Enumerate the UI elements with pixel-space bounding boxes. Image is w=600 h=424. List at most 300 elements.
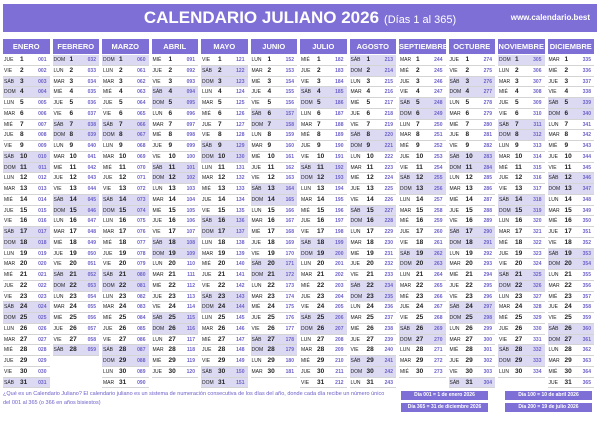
day-number: 8 — [168, 131, 173, 139]
day-row — [449, 356, 496, 367]
julian-number: 249 — [434, 110, 443, 117]
weekday-label: VIE — [53, 186, 62, 192]
weekday-label: JUE — [202, 196, 212, 203]
weekday-label: VIE — [301, 304, 310, 311]
julian-number: 072 — [137, 186, 146, 192]
day-row — [152, 335, 199, 346]
weekday-label: LUN — [152, 110, 163, 117]
weekday-label: SÁB — [350, 57, 361, 63]
day-row — [152, 313, 199, 324]
weekday-label: MIÉ — [499, 89, 508, 96]
weekday-label: LUN — [103, 67, 114, 74]
day-number: 10 — [119, 152, 127, 160]
julian-number: 144 — [236, 304, 245, 311]
day-row — [102, 249, 149, 260]
day-row — [399, 345, 446, 356]
day-row — [251, 216, 298, 227]
day-row — [102, 87, 149, 98]
day-row — [548, 163, 595, 174]
day-number: 15 — [119, 206, 127, 214]
day-number: 28 — [564, 346, 572, 354]
day-row — [498, 324, 545, 335]
julian-number: 303 — [483, 368, 492, 375]
day-row — [498, 120, 545, 131]
day-row — [548, 87, 595, 98]
day-row — [300, 345, 347, 356]
weekday-label: LUN — [301, 261, 312, 268]
weekday-label: VIE — [499, 186, 508, 192]
julian-number: 031 — [38, 379, 47, 386]
weekday-label: MAR — [350, 315, 362, 321]
julian-number: 106 — [186, 218, 195, 225]
weekday-label: SÁB — [4, 153, 15, 160]
day-number: 1 — [465, 56, 470, 63]
day-row — [3, 163, 50, 174]
julian-number: 093 — [186, 78, 195, 85]
day-row — [201, 55, 248, 66]
weekday-label: MAR — [548, 207, 560, 214]
day-row — [152, 130, 199, 141]
weekday-label: MIÉ — [548, 143, 558, 149]
day-row — [152, 87, 199, 98]
julian-number: 057 — [87, 325, 96, 332]
julian-number: 337 — [582, 78, 591, 85]
day-row — [3, 378, 50, 389]
day-row — [201, 302, 248, 313]
day-row — [3, 66, 50, 77]
weekday-label: JUE — [548, 379, 558, 386]
weekday-label: VIE — [350, 196, 359, 203]
weekday-label: DOM — [400, 110, 412, 117]
day-row — [300, 292, 347, 303]
julian-number: 365 — [582, 379, 591, 386]
weekday-label: DOM — [53, 207, 66, 214]
day-number: 6 — [465, 109, 470, 117]
day-number: 25 — [416, 314, 424, 321]
julian-number: 319 — [533, 207, 542, 214]
weekday-label: DOM — [350, 143, 363, 149]
day-number: 13 — [119, 185, 127, 192]
julian-number: 300 — [483, 336, 492, 343]
weekday-label: MAR — [103, 229, 115, 235]
julian-number: 242 — [384, 368, 393, 375]
weekday-label: DOM — [400, 336, 412, 343]
weekday-label: LUN — [350, 78, 361, 85]
day-row — [449, 163, 496, 174]
day-number: 1 — [267, 56, 272, 63]
weekday-label: VIE — [103, 110, 112, 117]
julian-number: 160 — [285, 143, 294, 149]
day-number: 22 — [416, 281, 424, 289]
day-row — [201, 152, 248, 163]
weekday-label: JUE — [350, 336, 360, 343]
julian-number: 068 — [137, 143, 146, 149]
day-row — [251, 66, 298, 77]
day-number: 30 — [119, 367, 127, 375]
day-row — [548, 206, 595, 217]
julian-number: 109 — [186, 250, 195, 257]
day-number: 25 — [267, 314, 275, 321]
month-header: AGOSTO — [350, 39, 397, 54]
day-row — [548, 173, 595, 184]
julian-number: 259 — [434, 218, 443, 225]
weekday-label: MAR — [400, 358, 412, 364]
julian-number: 257 — [434, 196, 443, 203]
weekday-label: MAR — [400, 57, 412, 63]
day-number: 25 — [119, 314, 127, 321]
julian-number: 270 — [434, 336, 443, 343]
day-row — [152, 206, 199, 217]
day-number: 21 — [366, 271, 374, 278]
julian-number: 231 — [384, 250, 393, 257]
day-number: 7 — [168, 120, 173, 128]
weekday-label: MIÉ — [449, 121, 459, 128]
day-row — [201, 249, 248, 260]
julian-number: 156 — [285, 100, 294, 106]
day-row — [399, 195, 446, 206]
day-number: 16 — [366, 217, 374, 225]
day-row — [548, 141, 595, 152]
julian-number: 027 — [38, 336, 47, 343]
day-row — [498, 335, 545, 346]
julian-number: 108 — [186, 239, 195, 246]
julian-number: 060 — [137, 57, 146, 63]
weekday-label: LUN — [251, 57, 262, 63]
day-row — [350, 195, 397, 206]
weekday-label: JUE — [350, 186, 360, 192]
julian-number: 283 — [483, 153, 492, 160]
weekday-label: LUN — [53, 293, 64, 300]
day-row — [201, 378, 248, 389]
day-row — [201, 335, 248, 346]
day-row — [350, 238, 397, 249]
day-row — [399, 55, 446, 66]
julian-number: 302 — [483, 358, 492, 364]
weekday-label: VIE — [301, 78, 310, 85]
day-number: 21 — [564, 271, 572, 278]
weekday-label: MIÉ — [400, 67, 409, 74]
day-row — [350, 130, 397, 141]
day-row — [53, 249, 100, 260]
day-row — [498, 141, 545, 152]
day-row — [548, 367, 595, 378]
day-number: 9 — [416, 142, 420, 149]
day-number: 15 — [416, 206, 424, 214]
title-sub: (Días 1 al 365) — [384, 14, 457, 26]
weekday-label: VIE — [152, 229, 161, 235]
weekday-label: MIÉ — [548, 218, 558, 225]
julian-number: 336 — [582, 67, 591, 74]
weekday-label: JUE — [251, 239, 261, 246]
day-row — [201, 130, 248, 141]
day-row — [399, 216, 446, 227]
julian-number: 182 — [335, 57, 344, 63]
julian-number: 078 — [137, 250, 146, 257]
day-row — [102, 227, 149, 238]
weekday-label: JUE — [53, 325, 63, 332]
julian-number: 079 — [137, 261, 146, 268]
day-row — [152, 292, 199, 303]
day-row — [449, 130, 496, 141]
fact-box: Día 200 = 19 de julio 2026 — [505, 403, 592, 412]
weekday-label: MIÉ — [548, 368, 558, 375]
month-column — [53, 39, 100, 356]
day-row — [350, 141, 397, 152]
day-row — [102, 302, 149, 313]
day-row — [3, 324, 50, 335]
day-number: 27 — [515, 335, 523, 343]
day-row — [201, 184, 248, 195]
weekday-label: JUE — [400, 229, 410, 235]
julian-number: 226 — [384, 196, 393, 203]
day-row — [449, 77, 496, 88]
day-number: 18 — [465, 238, 473, 246]
day-number: 12 — [20, 174, 28, 182]
weekday-label: DOM — [350, 293, 363, 300]
day-number: 14 — [366, 195, 374, 203]
day-row — [449, 313, 496, 324]
weekday-label: MAR — [103, 304, 115, 311]
weekday-label: MAR — [202, 175, 214, 182]
weekday-label: LUN — [202, 164, 213, 171]
julian-number: 298 — [483, 315, 492, 321]
day-number: 5 — [69, 99, 74, 106]
site-url: www.calendario.best — [510, 13, 590, 22]
day-number: 8 — [465, 131, 470, 139]
day-number: 27 — [465, 335, 473, 343]
weekday-label: LUN — [103, 143, 114, 149]
weekday-label: JUE — [103, 175, 113, 182]
page-title — [3, 4, 597, 37]
weekday-label: DOM — [301, 100, 313, 106]
day-number: 19 — [20, 249, 28, 257]
julian-number: 001 — [38, 57, 47, 63]
day-number: 7 — [218, 120, 222, 128]
weekday-label: JUE — [301, 143, 311, 149]
julian-number: 229 — [384, 229, 393, 235]
day-row — [350, 270, 397, 281]
day-row — [300, 367, 347, 378]
day-number: 9 — [69, 142, 74, 149]
weekday-label: SÁB — [548, 325, 559, 332]
julian-number: 017 — [38, 229, 47, 235]
julian-number: 338 — [582, 89, 591, 96]
day-row — [53, 345, 100, 356]
julian-number: 162 — [285, 164, 294, 171]
julian-number: 023 — [38, 293, 47, 300]
day-number: 26 — [119, 324, 127, 332]
day-number: 26 — [168, 324, 176, 332]
day-row — [350, 206, 397, 217]
julian-number: 084 — [137, 315, 146, 321]
day-row — [3, 238, 50, 249]
julian-number: 029 — [38, 358, 47, 364]
day-row — [399, 281, 446, 292]
day-number: 15 — [465, 206, 473, 214]
weekday-label: VIE — [4, 143, 13, 149]
weekday-label: DOM — [4, 315, 16, 321]
day-number: 12 — [465, 174, 473, 182]
julian-number: 043 — [87, 175, 96, 182]
weekday-label: LUN — [4, 175, 15, 182]
day-number: 13 — [168, 185, 176, 192]
day-row — [102, 109, 149, 120]
day-number: 23 — [218, 292, 226, 300]
weekday-label: LUN — [53, 143, 64, 149]
day-number: 1 — [416, 56, 420, 63]
day-number: 16 — [515, 217, 523, 225]
day-row — [548, 249, 595, 260]
julian-number: 133 — [236, 186, 245, 192]
julian-number: 274 — [483, 57, 492, 63]
weekday-label: VIE — [53, 261, 62, 268]
julian-number: 082 — [137, 293, 146, 300]
julian-number: 113 — [186, 293, 195, 300]
day-number: 2 — [218, 66, 222, 74]
day-number: 20 — [465, 260, 473, 268]
day-number: 24 — [168, 303, 176, 311]
weekday-label: MAR — [499, 78, 511, 85]
day-number: 15 — [20, 206, 28, 214]
weekday-label: MAR — [53, 229, 65, 235]
weekday-label: MIÉ — [53, 239, 63, 246]
day-row — [251, 98, 298, 109]
day-number: 8 — [317, 131, 321, 139]
weekday-label: MAR — [53, 304, 65, 311]
day-number: 21 — [69, 271, 77, 278]
julian-number: 221 — [384, 143, 393, 149]
julian-number: 203 — [335, 282, 344, 289]
julian-number: 040 — [87, 143, 96, 149]
weekday-label: VIE — [53, 336, 62, 343]
day-number: 10 — [267, 152, 275, 160]
julian-number: 073 — [137, 196, 146, 203]
julian-number: 125 — [236, 100, 245, 106]
julian-number: 171 — [285, 261, 294, 268]
day-number: 15 — [267, 206, 275, 214]
day-number: 12 — [218, 174, 226, 182]
weekday-label: LUN — [499, 218, 510, 225]
julian-number: 022 — [38, 282, 47, 289]
day-number: 22 — [465, 281, 473, 289]
weekday-label: LUN — [350, 153, 361, 160]
julian-number: 202 — [335, 272, 344, 278]
month-header: ABRIL — [152, 39, 199, 54]
julian-number: 168 — [285, 229, 294, 235]
day-row — [399, 130, 446, 141]
day-number: 6 — [69, 109, 74, 117]
day-number: 10 — [366, 152, 374, 160]
day-number: 15 — [218, 206, 226, 214]
julian-number: 123 — [236, 78, 245, 85]
weekday-label: MIÉ — [251, 229, 261, 235]
weekday-label: MAR — [350, 164, 362, 171]
weekday-label: VIE — [4, 67, 13, 74]
weekday-label: LUN — [251, 282, 262, 289]
julian-number: 353 — [582, 250, 591, 257]
julian-number: 145 — [236, 315, 245, 321]
julian-number: 304 — [483, 379, 492, 386]
weekday-label: VIE — [103, 261, 112, 268]
day-number: 15 — [515, 206, 523, 214]
julian-number: 121 — [236, 57, 245, 63]
day-row — [152, 109, 199, 120]
day-row — [498, 216, 545, 227]
julian-number: 251 — [434, 132, 443, 139]
julian-number: 314 — [533, 153, 542, 160]
weekday-label: MAR — [152, 196, 164, 203]
day-row — [102, 206, 149, 217]
weekday-label: SÁB — [400, 325, 411, 332]
weekday-label: MAR — [103, 153, 115, 160]
julian-number: 007 — [38, 121, 47, 128]
day-row — [53, 152, 100, 163]
day-number: 6 — [168, 109, 173, 117]
day-number: 13 — [267, 185, 275, 192]
day-number: 21 — [465, 271, 473, 278]
day-number: 29 — [218, 357, 226, 364]
day-number: 23 — [69, 292, 77, 300]
julian-number: 358 — [582, 304, 591, 311]
julian-number: 272 — [434, 358, 443, 364]
day-number: 22 — [267, 281, 275, 289]
julian-number: 363 — [582, 358, 591, 364]
weekday-label: LUN — [202, 89, 213, 96]
weekday-label: VIE — [202, 57, 211, 63]
day-number: 28 — [416, 346, 424, 354]
julian-number: 005 — [38, 100, 47, 106]
julian-number: 173 — [285, 282, 294, 289]
day-row — [251, 120, 298, 131]
weekday-label: JUE — [152, 218, 162, 225]
julian-number: 103 — [186, 186, 195, 192]
julian-number: 081 — [137, 282, 146, 289]
julian-number: 166 — [285, 207, 294, 214]
weekday-label: DOM — [4, 164, 16, 171]
weekday-label: MIÉ — [400, 293, 409, 300]
day-row — [251, 249, 298, 260]
day-number: 1 — [168, 56, 173, 63]
julian-number: 356 — [582, 282, 591, 289]
day-row — [251, 292, 298, 303]
julian-number: 348 — [582, 196, 591, 203]
weekday-label: MAR — [548, 57, 560, 63]
day-row — [102, 195, 149, 206]
julian-number: 240 — [384, 347, 393, 354]
julian-number: 318 — [533, 196, 542, 203]
weekday-label: LUN — [152, 261, 163, 268]
day-number: 13 — [218, 185, 226, 192]
day-number: 31 — [564, 378, 572, 386]
day-number: 24 — [119, 303, 127, 311]
day-row — [251, 356, 298, 367]
julian-number: 307 — [533, 78, 542, 85]
julian-number: 237 — [384, 315, 393, 321]
weekday-label: DOM — [103, 132, 115, 139]
julian-number: 316 — [533, 175, 542, 182]
weekday-label: DOM — [449, 239, 462, 246]
day-number: 11 — [366, 163, 374, 171]
julian-number: 224 — [384, 175, 393, 182]
day-number: 19 — [515, 249, 523, 257]
day-number: 7 — [416, 120, 420, 128]
weekday-label: MIÉ — [350, 175, 360, 182]
day-number: 2 — [20, 66, 24, 74]
day-number: 30 — [267, 367, 275, 375]
day-number: 30 — [218, 367, 226, 375]
day-number: 11 — [515, 163, 522, 171]
day-number: 2 — [416, 66, 420, 74]
